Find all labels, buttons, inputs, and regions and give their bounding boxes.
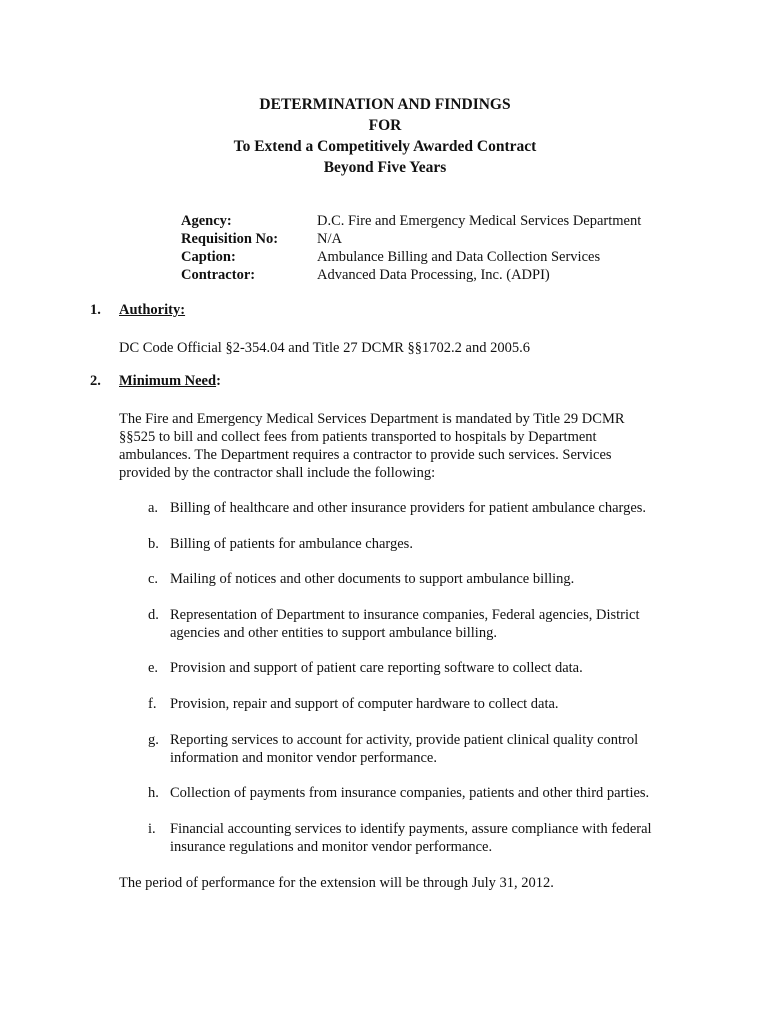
list-item — [148, 659, 678, 677]
requisition-row — [181, 230, 641, 248]
agency-row — [181, 212, 641, 230]
list-text: Provision and support of patient care reporting software to collect data. — [170, 660, 583, 676]
contractor-label: Contractor: — [181, 267, 256, 283]
agency-value: D.C. Fire and Emergency Medical Services Department — [317, 213, 642, 229]
authority-text: DC Code Official §2-354.04 and Title 27 DCMR §§1702.2 and 2005.6 — [119, 340, 530, 356]
section-title-colon: : — [216, 373, 221, 389]
contract-details — [181, 212, 641, 284]
list-item — [148, 606, 678, 642]
list-letter: h. — [148, 785, 159, 801]
section-authority-heading — [90, 302, 185, 319]
list-letter: e. — [148, 660, 159, 676]
list-text: Billing of patients for ambulance charges. — [170, 536, 413, 552]
list-text: Mailing of notices and other documents to support ambulance billing. — [170, 571, 575, 587]
requisition-value: N/A — [317, 231, 342, 247]
caption-value: Ambulance Billing and Data Collection Services — [317, 249, 601, 265]
closing-statement: The period of performance for the extension will be through July 31, 2012. — [119, 875, 554, 891]
list-letter: c. — [148, 571, 159, 587]
list-item — [148, 731, 678, 767]
list-text: Representation of Department to insurance companies, Federal agencies, District agencies and other entities to support ambulance billing. — [170, 607, 640, 641]
list-item — [148, 695, 678, 713]
section-number: 2. — [90, 373, 101, 389]
caption-row — [181, 248, 641, 266]
section-number: 1. — [90, 302, 101, 318]
contractor-row — [181, 266, 641, 284]
list-letter: d. — [148, 607, 159, 623]
list-letter: b. — [148, 536, 159, 552]
list-letter: f. — [148, 696, 157, 712]
section-title: Authority: — [119, 302, 186, 318]
title-line-1: DETERMINATION AND FINDINGS — [259, 96, 511, 113]
minimum-need-text: The Fire and Emergency Medical Services Department is mandated by Title 29 DCMR §§525 to bill and collect fees from patients transported to hospitals by Department ambulances. The Department requires a contractor to provide such services. Services provided by the contractor shall include the following: — [119, 411, 625, 481]
list-text: Financial accounting services to identify payments, assure compliance with federal insurance regulations and monitor vendor performance. — [170, 821, 652, 855]
section-title: Minimum Need — [119, 373, 217, 389]
list-letter: a. — [148, 500, 159, 516]
document-title — [0, 94, 770, 178]
title-line-2: FOR — [368, 117, 402, 134]
list-text: Reporting services to account for activity, provide patient clinical quality control information and monitor vendor performance. — [170, 732, 639, 766]
list-text: Collection of payments from insurance companies, patients and other third parties. — [170, 785, 650, 801]
list-letter: g. — [148, 732, 159, 748]
title-line-4: Beyond Five Years — [323, 159, 447, 176]
section-minimum-need-heading — [90, 373, 221, 390]
list-text: Provision, repair and support of computer hardware to collect data. — [170, 696, 559, 712]
list-item — [148, 535, 678, 553]
requisition-label: Requisition No: — [181, 231, 279, 247]
caption-label: Caption: — [181, 249, 236, 265]
list-text: Billing of healthcare and other insurance providers for patient ambulance charges. — [170, 500, 647, 516]
list-item — [148, 820, 678, 856]
list-item — [148, 570, 678, 588]
list-item — [148, 499, 678, 517]
list-item — [148, 784, 678, 802]
agency-label: Agency: — [181, 213, 232, 229]
title-line-3: To Extend a Competitively Awarded Contract — [233, 138, 537, 155]
contractor-value: Advanced Data Processing, Inc. (ADPI) — [317, 267, 550, 283]
list-letter: i. — [148, 821, 156, 837]
